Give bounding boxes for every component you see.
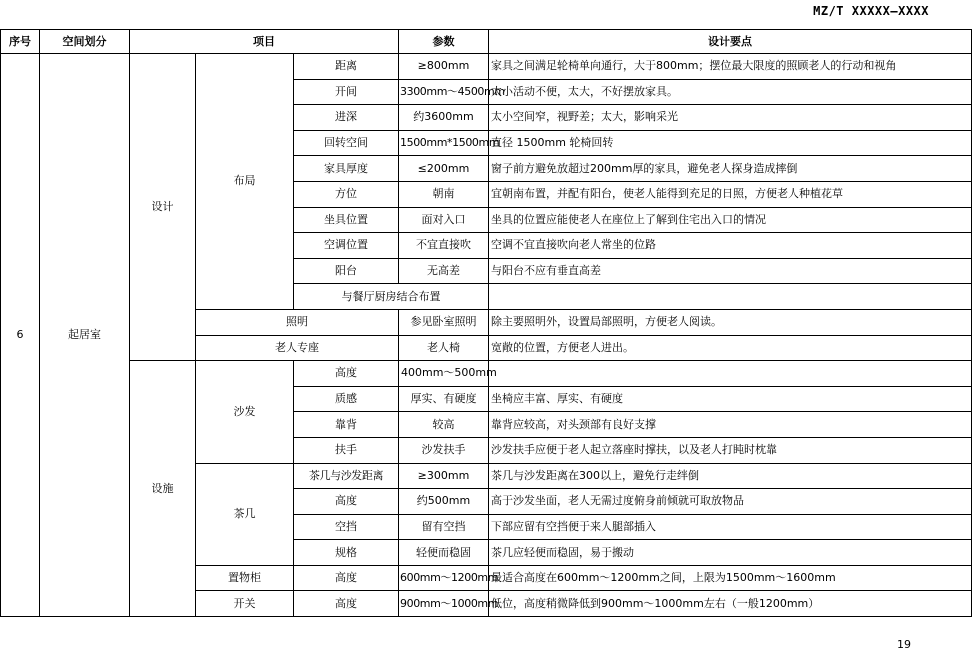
item-cell: 茶几与沙发距离: [294, 463, 399, 489]
item-cell: 空调位置: [294, 233, 399, 259]
design-cell: 家具之间满足轮椅单向通行，大于800mm；摆位最大限度的照顾老人的行动和视角: [489, 54, 972, 80]
design-cell: 窗子前方避免放超过200mm厚的家具，避免老人探身造成摔倒: [489, 156, 972, 182]
param-cell: 约3600mm: [399, 105, 489, 131]
design-cell: [489, 284, 972, 310]
item-cell: 空挡: [294, 514, 399, 540]
header-param: 参数: [399, 30, 489, 54]
header-item: 项目: [130, 30, 399, 54]
design-cell: 茶几应轻便而稳固，易于搬动: [489, 540, 972, 566]
design-cell: 下部应留有空挡便于来人腿部插入: [489, 514, 972, 540]
design-cell: 直径 1500mm 轮椅回转: [489, 130, 972, 156]
seq-cell: 6: [1, 54, 40, 617]
param-cell: 面对入口: [399, 207, 489, 233]
design-cell: 沙发扶手应便于老人起立落座时撑扶，以及老人打盹时枕靠: [489, 437, 972, 463]
param-cell: 朝南: [399, 181, 489, 207]
item-cell: 高度: [294, 591, 399, 617]
param-cell: 老人椅: [399, 335, 489, 361]
item-cell: 扶手: [294, 437, 399, 463]
item-cell: 靠背: [294, 412, 399, 438]
table-row: [1, 361, 972, 387]
param-cell: 不宜直接吹: [399, 233, 489, 259]
param-cell: 沙发扶手: [399, 437, 489, 463]
group-layout: 布局: [196, 54, 294, 310]
param-cell: 1500mm*1500mm: [399, 130, 489, 156]
design-cell: 空调不宜直接吹向老人常坐的位路: [489, 233, 972, 259]
group-elder-seat: 老人专座: [196, 335, 399, 361]
item-cell: 回转空间: [294, 130, 399, 156]
design-cell: 坐具的位置应能使老人在座位上了解到住宅出入口的情况: [489, 207, 972, 233]
group-facility: 设施: [130, 361, 196, 617]
param-cell: 3300mm～4500mm: [399, 79, 489, 105]
item-cell: 坐具位置: [294, 207, 399, 233]
param-cell: 约500mm: [399, 489, 489, 515]
param-cell: 600mm～1200mm: [399, 565, 489, 591]
design-cell: [489, 361, 972, 387]
item-cell: 与餐厅厨房结合布置: [294, 284, 489, 310]
design-cell: 与阳台不应有垂直高差: [489, 258, 972, 284]
item-cell: 高度: [294, 361, 399, 387]
param-cell: 厚实、有硬度: [399, 386, 489, 412]
group-lighting: 照明: [196, 309, 399, 335]
group-switch: 开关: [196, 591, 294, 617]
param-cell: 900mm～1000mm: [399, 591, 489, 617]
design-cell: 除主要照明外，设置局部照明，方便老人阅读。: [489, 309, 972, 335]
space-cell: 起居室: [40, 54, 130, 617]
standard-code: MZ/T XXXXX—XXXX: [813, 4, 929, 18]
item-cell: 方位: [294, 181, 399, 207]
table-row: [1, 54, 972, 80]
design-cell: 低位，高度稍微降低到900mm～1000mm左右（一般1200mm）: [489, 591, 972, 617]
param-cell: 参见卧室照明: [399, 309, 489, 335]
design-cell: 高于沙发坐面，老人无需过度俯身前倾就可取放物品: [489, 489, 972, 515]
param-cell: 较高: [399, 412, 489, 438]
design-cell: 靠背应较高，对头颈部有良好支撑: [489, 412, 972, 438]
design-cell: 宜朝南布置，并配有阳台，使老人能得到充足的日照，方便老人种植花草: [489, 181, 972, 207]
design-cell: 最适合高度在600mm～1200mm之间，上限为1500mm～1600mm: [489, 565, 972, 591]
item-cell: 阳台: [294, 258, 399, 284]
param-cell: 轻便而稳固: [399, 540, 489, 566]
param-cell: ≥300mm: [399, 463, 489, 489]
group-tea-table: 茶几: [196, 463, 294, 565]
param-cell: 无高差: [399, 258, 489, 284]
item-cell: 开间: [294, 79, 399, 105]
design-spec-table: [0, 29, 972, 617]
design-cell: 太小空间窄，视野差；太大，影响采光: [489, 105, 972, 131]
design-cell: 坐椅应丰富、厚实、有硬度: [489, 386, 972, 412]
design-cell: 太小活动不便，太大，不好摆放家具。: [489, 79, 972, 105]
table-header-row: [1, 30, 972, 54]
param-cell: 留有空挡: [399, 514, 489, 540]
group-sofa: 沙发: [196, 361, 294, 463]
param-cell: ≥800mm: [399, 54, 489, 80]
param-cell: 400mm～500mm: [399, 361, 489, 387]
design-cell: 宽敞的位置，方便老人进出。: [489, 335, 972, 361]
item-cell: 高度: [294, 565, 399, 591]
item-cell: 距离: [294, 54, 399, 80]
header-design: 设计要点: [489, 30, 972, 54]
item-cell: 质感: [294, 386, 399, 412]
design-cell: 茶几与沙发距离在300以上，避免行走绊倒: [489, 463, 972, 489]
header-space: 空间划分: [40, 30, 130, 54]
item-cell: 家具厚度: [294, 156, 399, 182]
item-cell: 进深: [294, 105, 399, 131]
group-cabinet: 置物柜: [196, 565, 294, 591]
item-cell: 高度: [294, 489, 399, 515]
group-design: 设计: [130, 54, 196, 361]
item-cell: 规格: [294, 540, 399, 566]
header-seq: 序号: [1, 30, 40, 54]
page-number: 19: [897, 638, 911, 651]
param-cell: ≤200mm: [399, 156, 489, 182]
